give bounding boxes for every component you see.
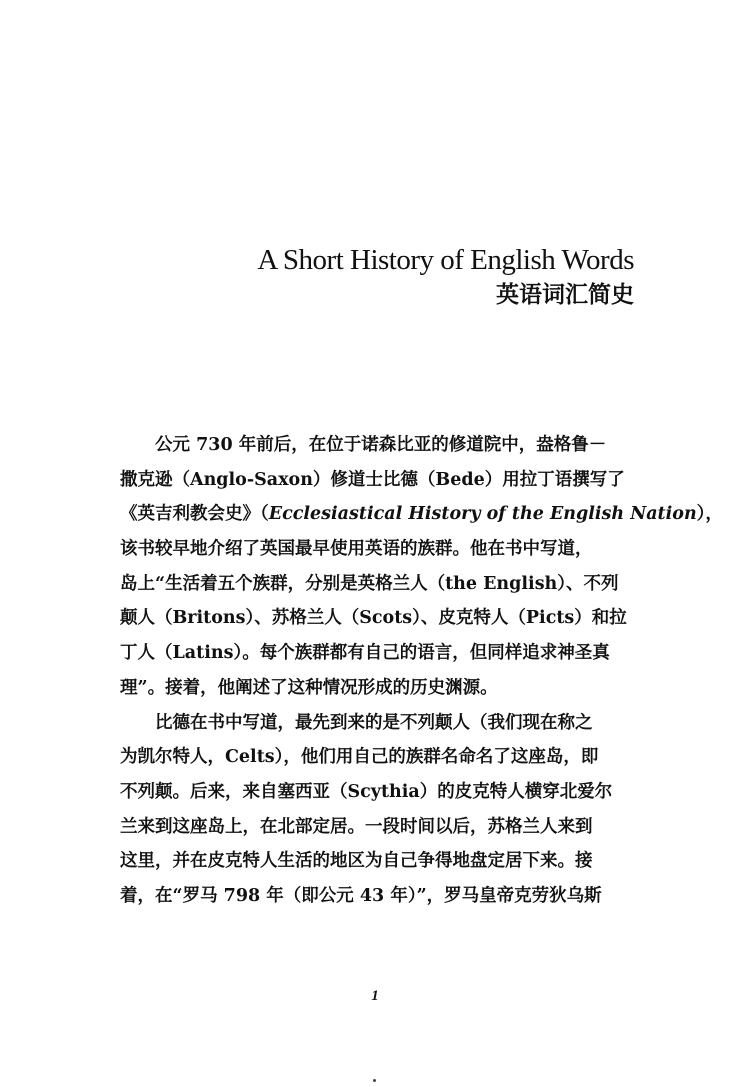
page-number: 1 (371, 988, 379, 1004)
chapter-title-english: A Short History of English Words (257, 244, 634, 276)
text-line: 该书较早地介绍了英国最早使用英语的族群。他在书中写道， (120, 539, 593, 560)
chapter-title-block (257, 240, 634, 310)
book-title-italic: Ecclesiastical History of the English Nation (268, 504, 697, 525)
text-line: 岛上“生活着五个族群，分别是英格兰人（the English）、不列 (120, 573, 619, 594)
text-line: 颠人（Britons）、苏格兰人（Scots）、皮克特人（Picts）和拉 (120, 608, 627, 629)
text-line: 为凯尔特人，Celts），他们用自己的族群名命名了这座岛，即 (120, 747, 599, 768)
text-line: 《英吉利教会史》（Ecclesiastical History of the English Nation）， (120, 504, 723, 525)
text-line: 丁人（Latins）。每个族群都有自己的语言，但同样追求神圣真 (120, 643, 610, 664)
text-line: 着，在“罗马 798 年（即公元 43 年）”，罗马皇帝克劳狄乌斯 (120, 885, 602, 906)
text-line: 比德在书中写道，最先到来的是不列颠人（我们现在称之 (120, 712, 593, 733)
text-line: 撒克逊（Anglo-Saxon）修道士比德（Bede）用拉丁语撰写了 (120, 469, 625, 490)
text-line: 公元 730 年前后，在位于诺森比亚的修道院中，盎格鲁－ (120, 435, 607, 455)
text-line: 不列颠。后来，来自塞西亚（Scythia）的皮克特人横穿北爱尔 (120, 781, 613, 802)
body-text (120, 428, 723, 914)
text-line: 这里，并在皮克特人生活的地区为自己争得地盘定居下来。接 (120, 851, 593, 872)
scan-mark (373, 1079, 376, 1082)
text-line: 理”。接着，他阐述了这种情况形成的历史渊源。 (120, 677, 498, 698)
text-line: 兰来到这座岛上，在北部定居。一段时间以后，苏格兰人来到 (120, 816, 593, 837)
chapter-title-chinese: 英语词汇简史 (496, 282, 634, 308)
